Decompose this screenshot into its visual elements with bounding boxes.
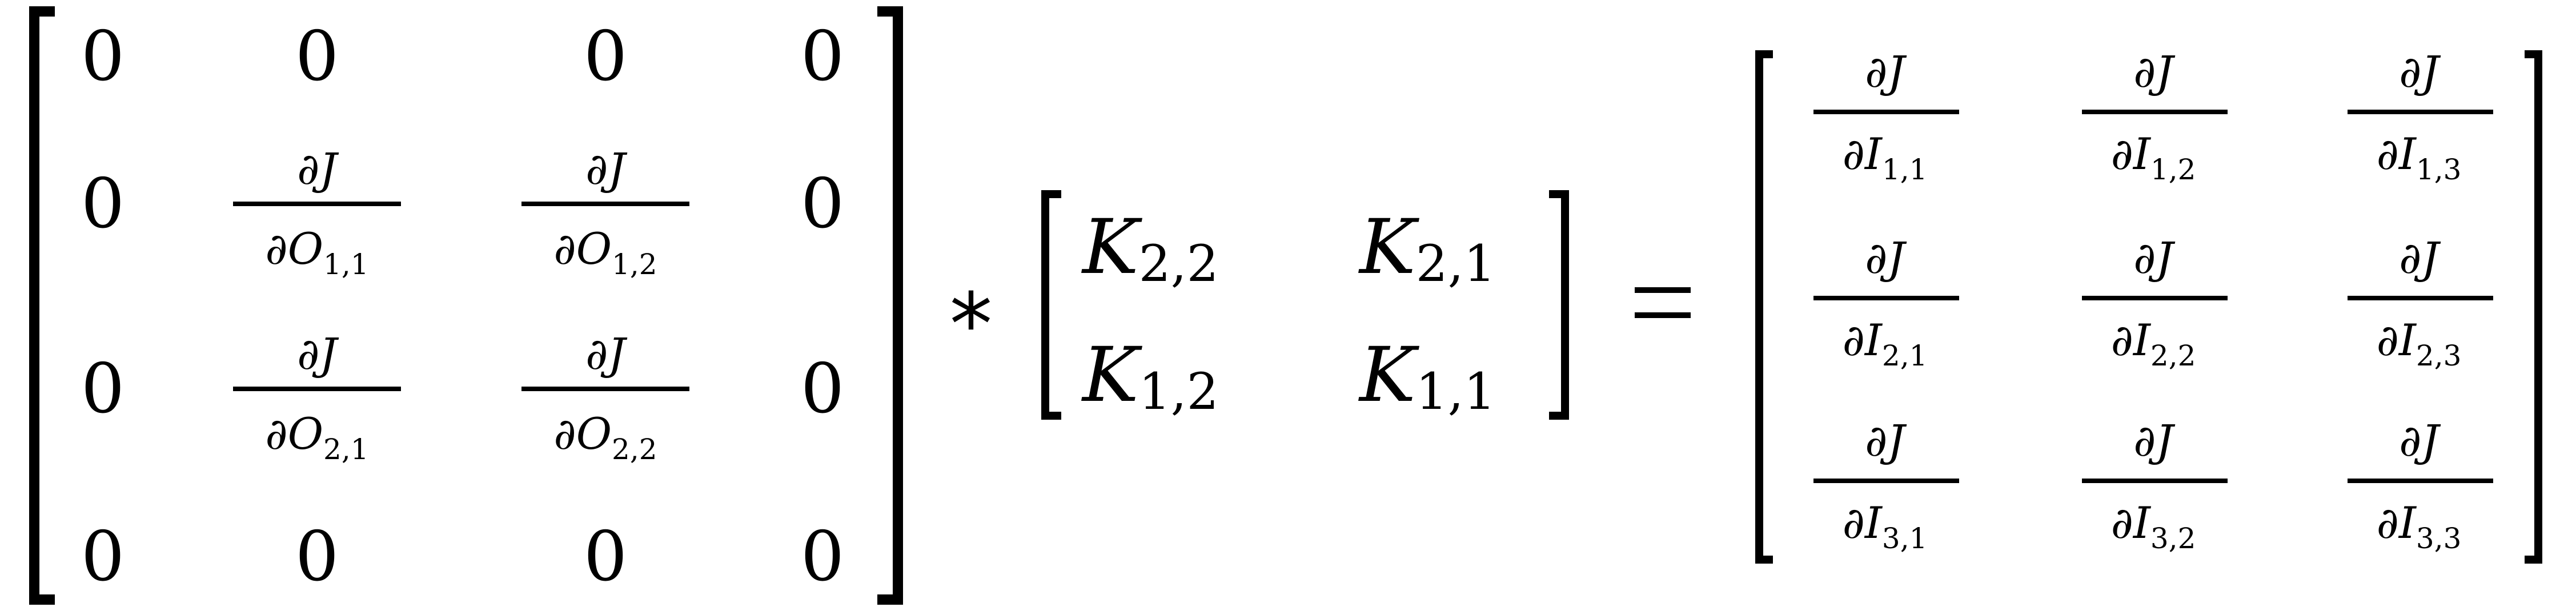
fraction-dJ-dI-2-2 <box>2082 232 2228 372</box>
fraction-denominator: ∂O2,2 <box>553 408 657 466</box>
fraction-denominator: ∂O1,1 <box>265 223 369 281</box>
equals-sign <box>1635 290 1691 337</box>
fraction-dJ-dI-1-1 <box>1813 46 1959 186</box>
result-matrix-close-bracket <box>2525 54 2538 560</box>
fraction-numerator: ∂J <box>585 328 625 379</box>
fraction-denominator: ∂I3,1 <box>1842 497 1928 555</box>
result-matrix-open-bracket <box>1759 54 1773 560</box>
left-matrix-zero: 0 <box>583 517 628 597</box>
fraction-denominator: ∂I3,3 <box>2376 497 2462 555</box>
fraction-dJ-dI-3-1 <box>1813 415 1959 555</box>
left-matrix-zero: 0 <box>295 17 339 97</box>
fraction-dJ-dI-1-3 <box>2348 46 2493 186</box>
fraction-numerator: ∂J <box>2399 415 2439 466</box>
kernel-entry-1-1: K1,1 <box>1359 331 1496 421</box>
left-matrix-zero: 0 <box>81 164 125 244</box>
fraction-denominator: ∂I3,2 <box>2110 497 2196 555</box>
left-matrix-zero: 0 <box>295 517 339 597</box>
kernel-entry-1-2: K1,2 <box>1082 331 1219 421</box>
fraction-dJ-dI-1-2 <box>2082 46 2228 186</box>
kernel-matrix-close-bracket <box>1549 194 1565 416</box>
fraction-dJ-dO-1-2 <box>521 143 689 281</box>
fraction-denominator: ∂I1,2 <box>2110 128 2196 186</box>
fraction-dJ-dO-2-2 <box>521 328 689 466</box>
kernel-matrix-open-bracket <box>1045 194 1061 416</box>
fraction-numerator: ∂J <box>1865 46 1905 97</box>
fraction-dJ-dO-1-1 <box>233 143 401 281</box>
fraction-numerator: ∂J <box>2133 46 2173 97</box>
convolution-operator: * <box>949 275 993 375</box>
kernel-entry-2-1: K2,1 <box>1359 203 1496 293</box>
fraction-numerator: ∂J <box>2399 232 2439 283</box>
left-matrix-zero: 0 <box>800 164 845 244</box>
fraction-denominator: ∂I1,3 <box>2376 128 2462 186</box>
left-matrix-zero: 0 <box>81 349 125 429</box>
left-matrix-open-bracket <box>34 11 55 600</box>
fraction-dJ-dI-3-2 <box>2082 415 2228 555</box>
fraction-dJ-dI-2-3 <box>2348 232 2493 372</box>
fraction-numerator: ∂J <box>2133 232 2173 283</box>
fraction-numerator: ∂J <box>1865 415 1905 466</box>
fraction-denominator: ∂I1,1 <box>1842 128 1928 186</box>
result-matrix <box>1759 46 2538 560</box>
left-matrix-close-bracket <box>877 11 898 600</box>
fraction-dJ-dO-2-1 <box>233 328 401 466</box>
fraction-numerator: ∂J <box>585 143 625 194</box>
left-matrix <box>34 11 898 600</box>
left-matrix-zero: 0 <box>800 17 845 97</box>
fraction-numerator: ∂J <box>2133 415 2173 466</box>
left-matrix-zero: 0 <box>81 517 125 597</box>
fraction-numerator: ∂J <box>297 328 337 379</box>
fraction-denominator: ∂I2,3 <box>2376 315 2462 372</box>
kernel-matrix <box>1045 194 1565 421</box>
left-matrix-zero: 0 <box>800 349 845 429</box>
fraction-denominator: ∂O2,1 <box>265 408 369 466</box>
fraction-denominator: ∂O1,2 <box>553 223 657 281</box>
fraction-denominator: ∂I2,2 <box>2110 315 2196 372</box>
left-matrix-zero: 0 <box>583 17 628 97</box>
fraction-denominator: ∂I2,1 <box>1842 315 1928 372</box>
fraction-dJ-dI-3-3 <box>2348 415 2493 555</box>
fraction-dJ-dI-2-1 <box>1813 232 1959 372</box>
left-matrix-zero: 0 <box>800 517 845 597</box>
left-matrix-zero: 0 <box>81 17 125 97</box>
fraction-numerator: ∂J <box>1865 232 1905 283</box>
kernel-entry-2-2: K2,2 <box>1082 203 1219 293</box>
fraction-numerator: ∂J <box>297 143 337 194</box>
fraction-numerator: ∂J <box>2399 46 2439 97</box>
